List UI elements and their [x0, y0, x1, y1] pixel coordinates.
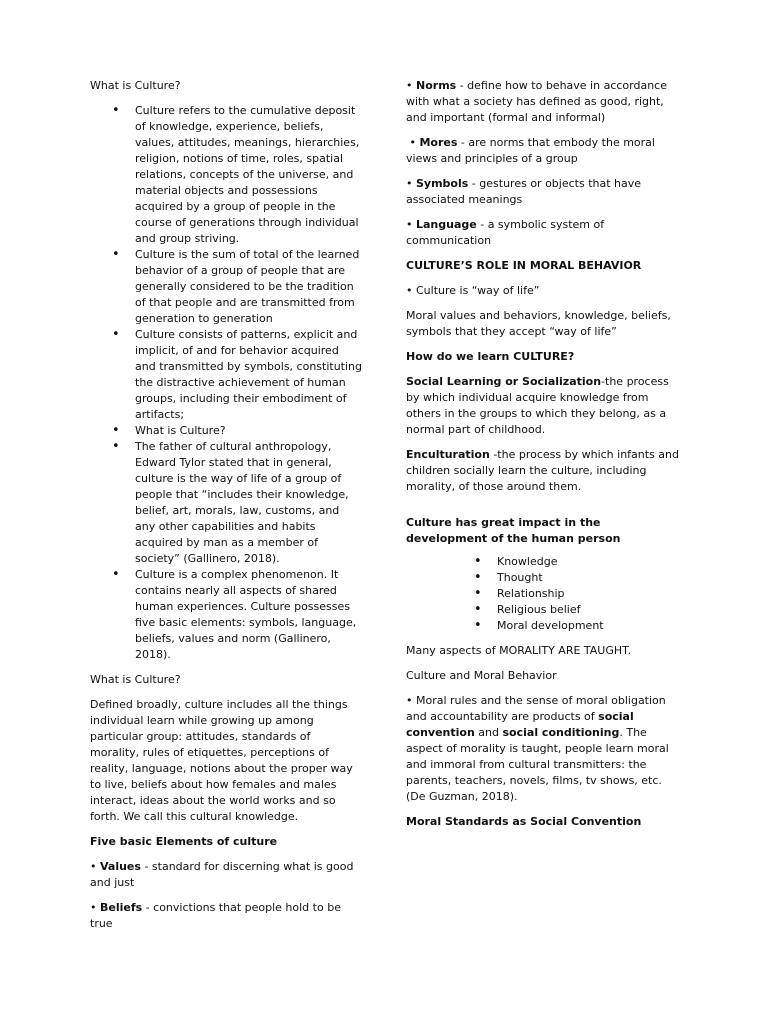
way-of-life: • Culture is “way of life”: [406, 284, 540, 297]
list-item: • Culture consists of patterns, explicit and implicit, of and for behavior acquired and transmitted by symbols, constituting the distractive achievement of human groups, including their embodiment of artifacts;: [90, 327, 362, 423]
list-item: • Moral development: [406, 618, 682, 634]
symbols-term: Symbols: [416, 177, 469, 190]
list-item: • What is Culture?: [90, 423, 362, 439]
language-item: • Language - a symbolic system of communication: [406, 218, 605, 247]
values-item: • Values - standard for discerning what is good and just: [90, 860, 354, 889]
list-item: • Knowledge: [406, 554, 682, 570]
norms-item: • Norms - define how to behave in accordance with what a society has defined as good, right, and important (formal and informal): [406, 79, 667, 124]
list-item: • The father of cultural anthropology, Edward Tylor stated that in general, culture is the way of life of a group of people that “includes their knowledge, belief, art, morals, law, customs, and any other capabilities and habits acquired by man as a member of society” (Gallinero, 2018).: [90, 439, 362, 567]
heading-what-is-culture-2: What is Culture?: [90, 673, 181, 686]
values-term: Values: [100, 860, 141, 873]
many-aspects-text: Many aspects of MORALITY ARE TAUGHT.: [406, 644, 632, 657]
list-item: • Thought: [406, 570, 682, 586]
defined-broadly-paragraph: Defined broadly, culture includes all the things individual learn while growing up among particular group: attitudes, standards of morality, rules of etiquettes, perceptions of reality, language, notions about the proper way to live, beliefs about how females and males interact, ideas about the world works and so forth. We call this cultural knowledge.: [90, 698, 353, 823]
mores-item: • Mores - are norms that embody the moral views and principles of a group: [406, 136, 655, 165]
language-term: Language: [416, 218, 477, 231]
enculturation-paragraph: Enculturation -the process by which infants and children socially learn the culture, including morality, of those around them.: [406, 448, 679, 493]
culture-definitions-list: [90, 103, 362, 663]
moral-values-paragraph: Moral values and behaviors, knowledge, beliefs, symbols that they accept “way of life”: [406, 309, 671, 338]
mores-term: Mores: [419, 136, 458, 149]
heading-what-is-culture: What is Culture?: [90, 79, 181, 92]
impact-heading: Culture has great impact in the development of the human person: [406, 516, 621, 545]
list-item: • Culture refers to the cumulative deposit of knowledge, experience, beliefs, values, attitudes, meanings, hierarchies, religion, notions of time, roles, spatial relations, concepts of the universe, and material objects and possessions acquired by a group of people in the course of generations through individual and group striving.: [90, 103, 362, 247]
list-item: • Culture is a complex phenomenon. It contains nearly all aspects of shared human experiences. Culture possesses five basic elements: symbols, language, beliefs, values and norm (Gallinero, 2018).: [90, 567, 362, 663]
elements-heading: Five basic Elements of culture: [90, 835, 278, 848]
social-learning-paragraph: Social Learning or Socialization-the process by which individual acquire knowledge from others in the groups to which they belong, as a normal part of childhood.: [406, 375, 669, 436]
culture-moral-heading: Culture and Moral Behavior: [406, 669, 557, 682]
list-item: • Relationship: [406, 586, 682, 602]
beliefs-item: • Beliefs - convictions that people hold to be true: [90, 901, 341, 930]
impact-list: [406, 554, 682, 634]
moral-rules-paragraph: • Moral rules and the sense of moral obligation and accountability are products of social convention and social conditioning. The aspect of morality is taught, people learn moral and immoral from cultural transmitters: the parents, teachers, novels, films, tv shows, etc. (De Guzman, 2018).: [406, 694, 669, 803]
learn-heading: How do we learn CULTURE?: [406, 350, 575, 363]
standards-heading: Moral Standards as Social Convention: [406, 815, 642, 828]
list-item: • Culture is the sum of total of the learned behavior of a group of people that are generally considered to be the tradition of that people and are transmitted from generation to generation: [90, 247, 362, 327]
role-heading: CULTURE’S ROLE IN MORAL BEHAVIOR: [406, 259, 642, 272]
left-column: [90, 78, 362, 941]
right-column: [406, 78, 682, 839]
list-item: • Religious belief: [406, 602, 682, 618]
norms-term: Norms: [416, 79, 457, 92]
beliefs-term: Beliefs: [100, 901, 143, 914]
symbols-item: • Symbols - gestures or objects that have associated meanings: [406, 177, 642, 206]
